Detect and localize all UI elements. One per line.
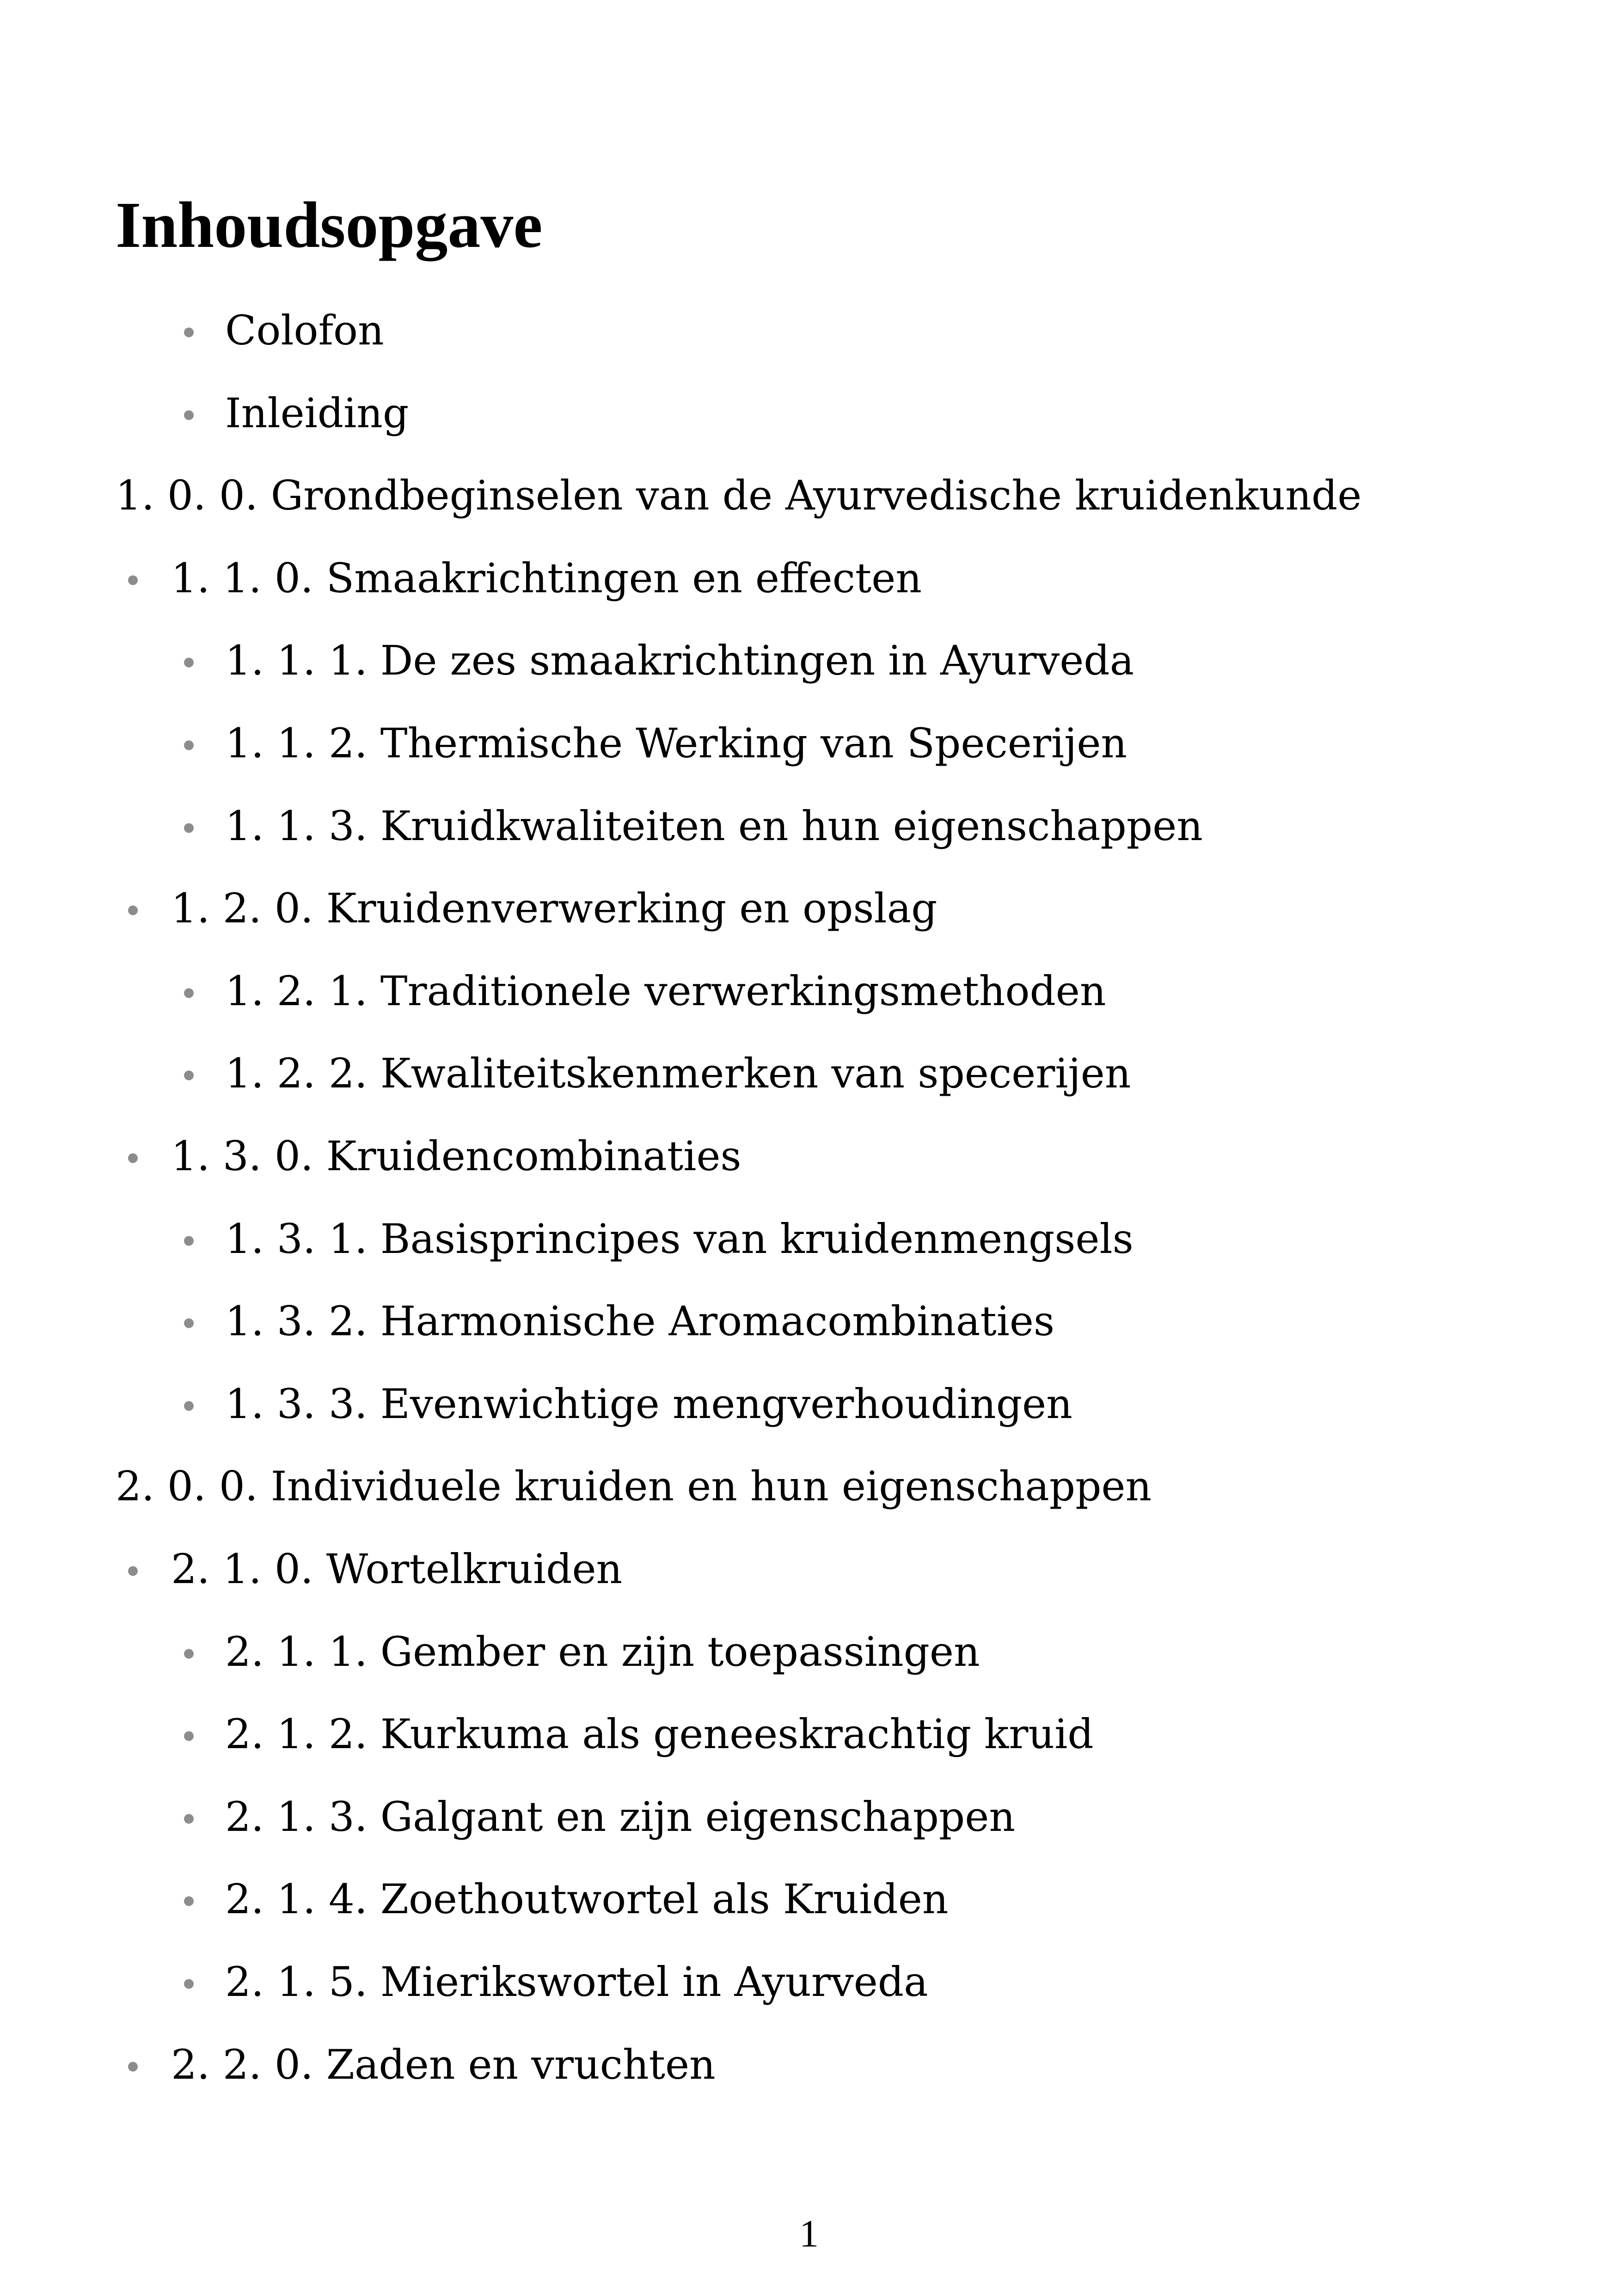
toc-entry-label[interactable]: 1. 1. 1. De zes smaakrichtingen in Ayurveda [225,637,1134,684]
toc-entry-label[interactable]: 2. 0. 0. Individuele kruiden en hun eigenschappen [116,1462,1152,1510]
bullet-icon [128,1566,138,1576]
toc-entry-label[interactable]: 2. 1. 1. Gember en zijn toepassingen [225,1628,980,1676]
toc-entry-label[interactable]: 2. 1. 4. Zoethoutwortel als Kruiden [225,1875,949,1923]
toc-entry-label[interactable]: 2. 1. 3. Galgant en zijn eigenschappen [225,1793,1015,1841]
toc-entry-label[interactable]: 1. 0. 0. Grondbeginselen van de Ayurvedische kruidenkunde [116,472,1362,519]
bullet-icon [184,823,194,833]
bullet-icon [184,658,194,668]
bullet-icon [184,741,194,750]
toc-entry-label[interactable]: Inleiding [225,389,409,437]
page-number: 1 [799,2212,819,2255]
toc-entry-label[interactable]: 1. 1. 3. Kruidkwaliteiten en hun eigenschappen [225,802,1203,850]
toc-entry-label[interactable]: 1. 2. 2. Kwaliteitskenmerken van specerijen [225,1050,1131,1097]
toc-entry-label[interactable]: 1. 3. 3. Evenwichtige mengverhoudingen [225,1380,1073,1428]
bullet-icon [184,328,194,338]
toc-entry-label[interactable]: 1. 1. 0. Smaakrichtingen en effecten [171,554,922,602]
toc-heading: Inhoudsopgave [116,188,543,261]
toc-entry-label[interactable]: 1. 2. 1. Traditionele verwerkingsmethoden [225,967,1106,1015]
toc-entry-label[interactable]: 2. 2. 0. Zaden en vruchten [171,2041,716,2088]
bullet-icon [184,1731,194,1741]
bullet-icon [184,1236,194,1246]
bullet-icon [184,1897,194,1906]
toc-entry-label[interactable]: 2. 1. 5. Mierikswortel in Ayurveda [225,1958,928,2006]
bullet-icon [128,1154,138,1163]
bullet-icon [184,1649,194,1659]
bullet-icon [184,1979,194,1989]
toc-entry-label[interactable]: 2. 1. 2. Kurkuma als geneeskrachtig kruid [225,1710,1094,1758]
bullet-icon [128,576,138,585]
toc-entry-label[interactable]: 2. 1. 0. Wortelkruiden [171,1545,623,1593]
bullet-icon [184,1071,194,1080]
toc-entry-label[interactable]: 1. 3. 1. Basisprincipes van kruidenmengsels [225,1215,1134,1263]
bullet-icon [128,2062,138,2072]
bullet-icon [184,1814,194,1824]
bullet-icon [184,411,194,420]
bullet-icon [184,988,194,998]
bullet-icon [184,1319,194,1328]
toc-entry-label[interactable]: 1. 2. 0. Kruidenverwerking en opslag [171,884,938,932]
toc-entry-label[interactable]: 1. 3. 0. Kruidencombinaties [171,1132,742,1180]
toc-entry-label[interactable]: 1. 3. 2. Harmonische Aromacombinaties [225,1297,1055,1345]
bullet-icon [184,1401,194,1411]
toc-entry-label[interactable]: Colofon [225,307,384,354]
toc-entry-label[interactable]: 1. 1. 2. Thermische Werking van Specerijen [225,719,1128,767]
bullet-icon [128,906,138,915]
